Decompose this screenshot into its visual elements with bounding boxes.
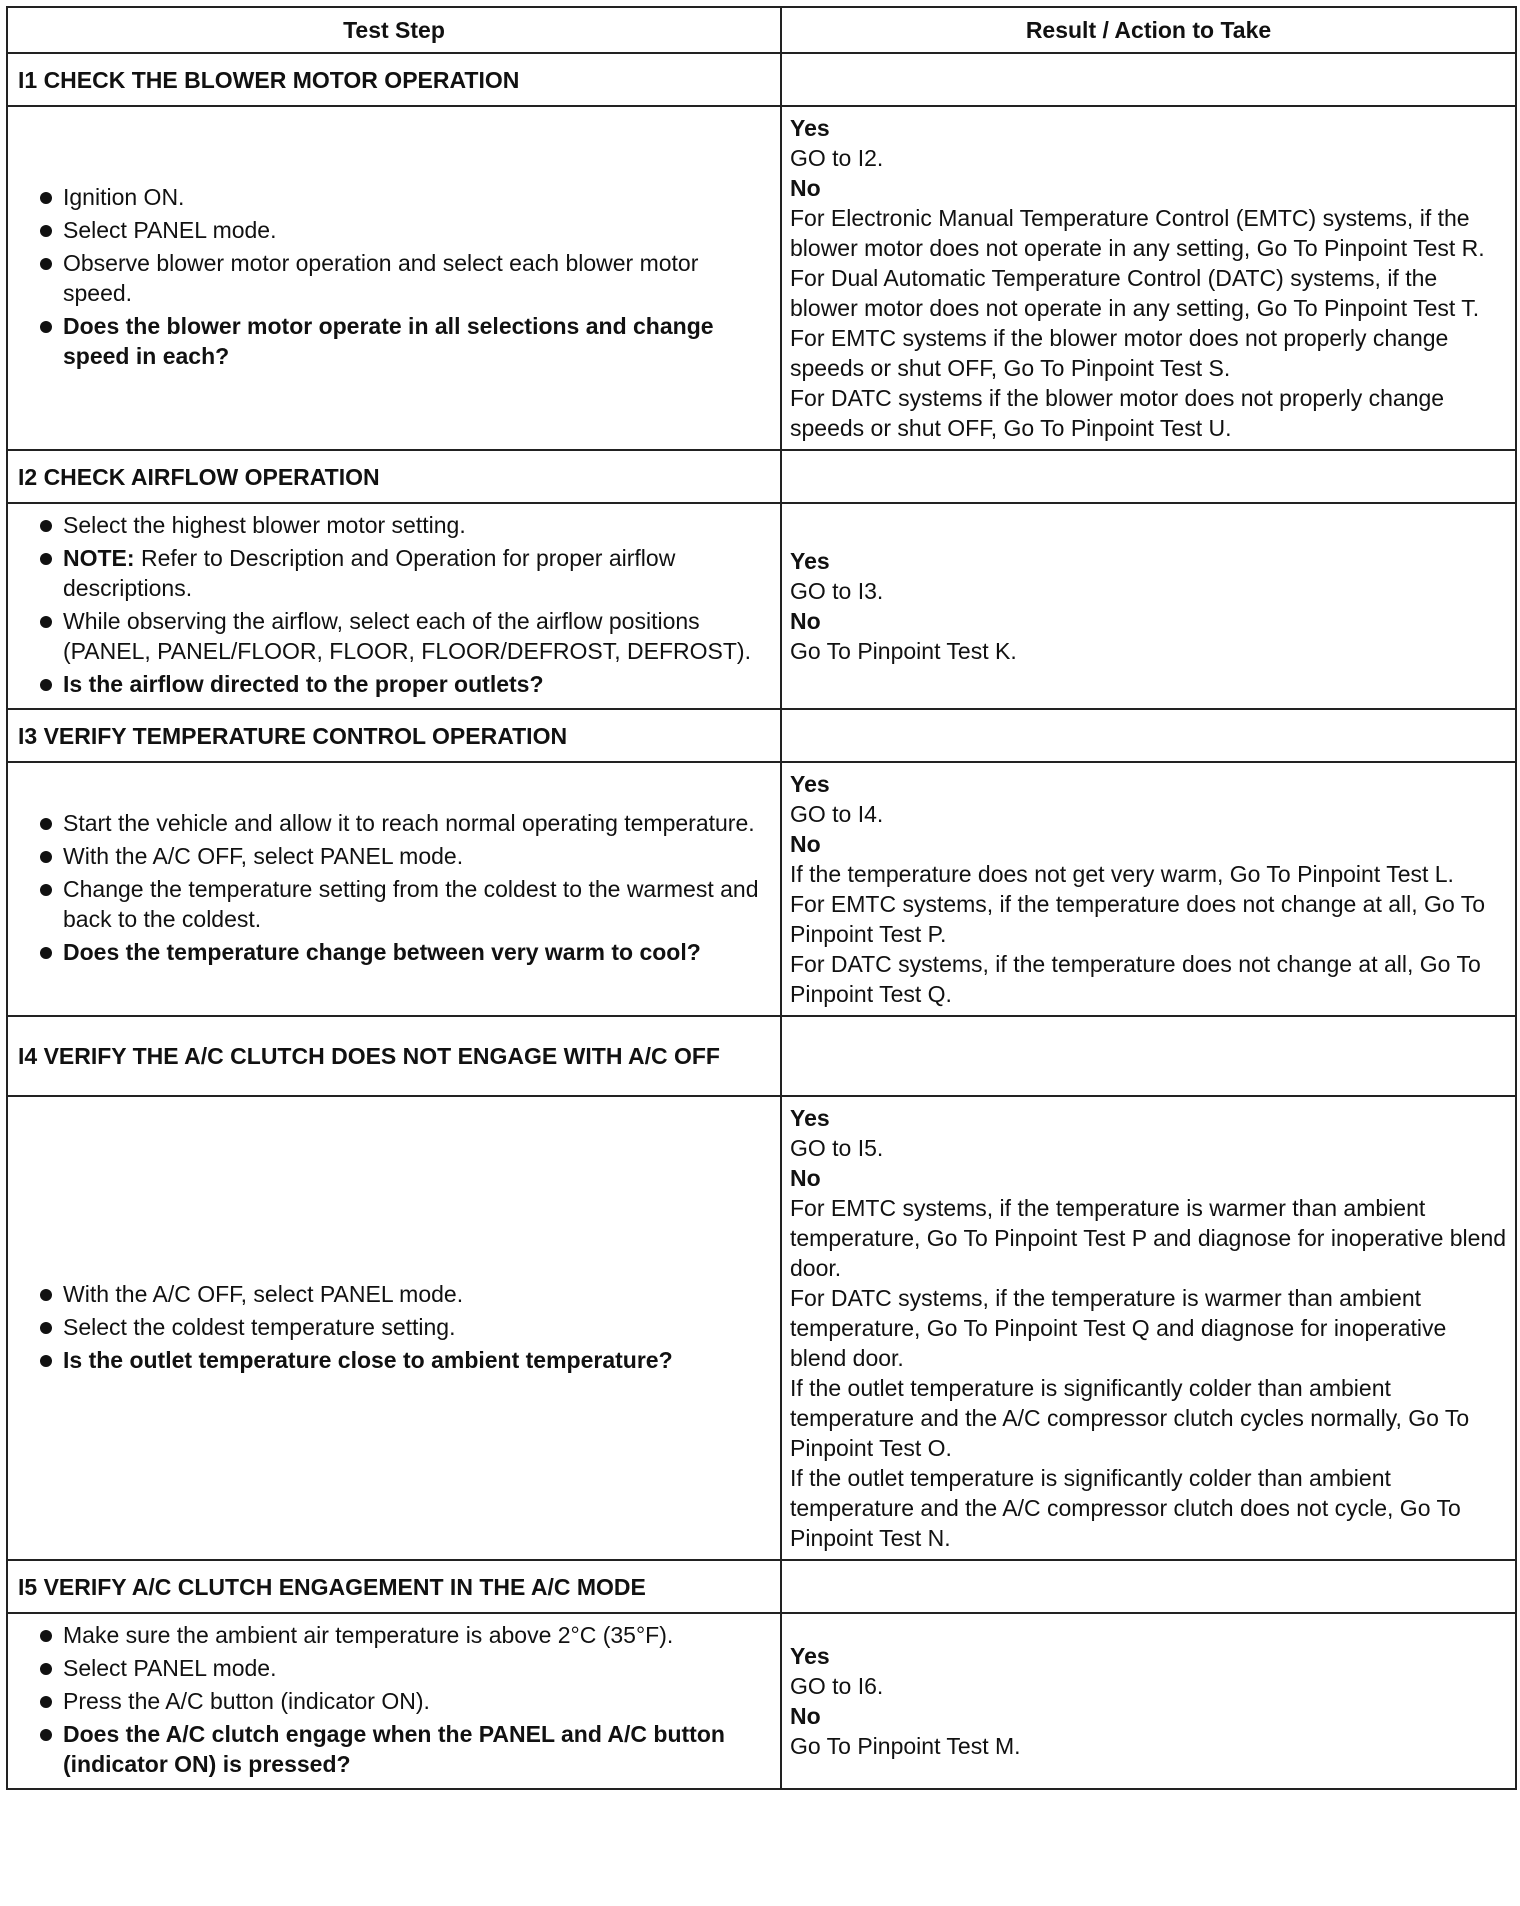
step-title: I2 CHECK AIRFLOW OPERATION <box>7 450 781 503</box>
bullet-icon <box>40 225 52 237</box>
step-instructions <box>7 106 781 450</box>
step-title-row <box>7 709 1516 762</box>
no-label: No <box>790 1165 821 1191</box>
step-title-row <box>7 1560 1516 1613</box>
question-item: Does the blower motor operate in all selections and change speed in each? <box>18 311 772 371</box>
bullet-icon <box>40 321 52 333</box>
question-item: Is the airflow directed to the proper outlets? <box>18 669 772 699</box>
step-instructions <box>7 1613 781 1789</box>
list-item: Change the temperature setting from the coldest to the warmest and back to the coldest. <box>18 874 772 934</box>
no-label: No <box>790 608 821 634</box>
bullet-icon <box>40 1630 52 1642</box>
yes-action: GO to I5. <box>790 1135 884 1161</box>
bullet-icon <box>40 1322 52 1334</box>
step-title: I1 CHECK THE BLOWER MOTOR OPERATION <box>7 53 781 106</box>
bullet-icon <box>40 553 52 565</box>
step-instructions <box>7 1096 781 1560</box>
bullet-icon <box>40 851 52 863</box>
yes-label: Yes <box>790 548 830 574</box>
step-title-row <box>7 1016 1516 1096</box>
bullet-icon <box>40 1355 52 1367</box>
bullet-icon <box>40 1696 52 1708</box>
yes-action: GO to I4. <box>790 801 884 827</box>
no-action: For EMTC systems, if the temperature does not change at all, Go To Pinpoint Test P. <box>790 891 1485 947</box>
list-item: With the A/C OFF, select PANEL mode. <box>18 841 772 871</box>
list-item: Press the A/C button (indicator ON). <box>18 1686 772 1716</box>
list-item: Select PANEL mode. <box>18 215 772 245</box>
list-item: Ignition ON. <box>18 182 772 212</box>
bullet-icon <box>40 258 52 270</box>
bullet-icon <box>40 192 52 204</box>
yes-action: GO to I6. <box>790 1673 884 1699</box>
step-result <box>781 1096 1516 1560</box>
list-item: With the A/C OFF, select PANEL mode. <box>18 1279 772 1309</box>
no-action: For DATC systems, if the temperature is warmer than ambient temperature, Go To Pinpoint Test Q and diagnose for inoperative blend door. <box>790 1285 1447 1371</box>
list-item: Select the highest blower motor setting. <box>18 510 772 540</box>
no-action: If the outlet temperature is significantly colder than ambient temperature and the A/C compressor clutch does not cycle, Go To Pinpoint Test N. <box>790 1465 1461 1551</box>
list-item: Select PANEL mode. <box>18 1653 772 1683</box>
step-result <box>781 106 1516 450</box>
step-content-row <box>7 503 1516 709</box>
note-label: NOTE: <box>63 545 135 571</box>
table-header-row <box>7 7 1516 53</box>
no-action: If the outlet temperature is significantly colder than ambient temperature and the A/C compressor clutch cycles normally, Go To Pinpoint Test O. <box>790 1375 1470 1461</box>
step-content-row <box>7 762 1516 1016</box>
no-action: For Dual Automatic Temperature Control (DATC) systems, if the blower motor does not operate in any setting, Go To Pinpoint Test T. <box>790 265 1480 321</box>
yes-label: Yes <box>790 115 830 141</box>
step-content-row <box>7 1613 1516 1789</box>
bullet-icon <box>40 947 52 959</box>
no-label: No <box>790 1703 821 1729</box>
document-page <box>6 6 1515 1790</box>
no-action: For Electronic Manual Temperature Control (EMTC) systems, if the blower motor does not operate in any setting, Go To Pinpoint Test R. <box>790 205 1485 261</box>
step-instructions <box>7 503 781 709</box>
bullet-icon <box>40 679 52 691</box>
step-title: I4 VERIFY THE A/C CLUTCH DOES NOT ENGAGE WITH A/C OFF <box>7 1016 781 1096</box>
step-title: I5 VERIFY A/C CLUTCH ENGAGEMENT IN THE A/C MODE <box>7 1560 781 1613</box>
bullet-icon <box>40 818 52 830</box>
step-title: I3 VERIFY TEMPERATURE CONTROL OPERATION <box>7 709 781 762</box>
step-title-row <box>7 450 1516 503</box>
no-action: Go To Pinpoint Test K. <box>790 638 1017 664</box>
question-item: Is the outlet temperature close to ambient temperature? <box>18 1345 772 1375</box>
list-item: Observe blower motor operation and select each blower motor speed. <box>18 248 772 308</box>
list-item: NOTE: Refer to Description and Operation for proper airflow descriptions. <box>18 543 772 603</box>
no-action: If the temperature does not get very warm, Go To Pinpoint Test L. <box>790 861 1454 887</box>
bullet-icon <box>40 1663 52 1675</box>
no-action: For DATC systems, if the temperature does not change at all, Go To Pinpoint Test Q. <box>790 951 1481 1007</box>
yes-action: GO to I2. <box>790 145 884 171</box>
no-action: For DATC systems if the blower motor does not properly change speeds or shut OFF, Go To Pinpoint Test U. <box>790 385 1445 441</box>
bullet-icon <box>40 520 52 532</box>
header-result: Result / Action to Take <box>781 7 1516 53</box>
empty-cell <box>781 1016 1516 1096</box>
step-result <box>781 762 1516 1016</box>
list-item: Start the vehicle and allow it to reach normal operating temperature. <box>18 808 772 838</box>
yes-action: GO to I3. <box>790 578 884 604</box>
step-instructions <box>7 762 781 1016</box>
yes-label: Yes <box>790 1643 830 1669</box>
no-label: No <box>790 831 821 857</box>
bullet-icon <box>40 1729 52 1741</box>
list-item: While observing the airflow, select each of the airflow positions (PANEL, PANEL/FLOOR, FLOOR, FLOOR/DEFROST, DEFROST). <box>18 606 772 666</box>
yes-label: Yes <box>790 1105 830 1131</box>
empty-cell <box>781 450 1516 503</box>
no-action: Go To Pinpoint Test M. <box>790 1733 1021 1759</box>
no-action: For EMTC systems, if the temperature is warmer than ambient temperature, Go To Pinpoint Test P and diagnose for inoperative blend door. <box>790 1195 1507 1281</box>
step-result <box>781 1613 1516 1789</box>
no-action: For EMTC systems if the blower motor does not properly change speeds or shut OFF, Go To Pinpoint Test S. <box>790 325 1449 381</box>
empty-cell <box>781 53 1516 106</box>
bullet-icon <box>40 1289 52 1301</box>
empty-cell <box>781 1560 1516 1613</box>
no-label: No <box>790 175 821 201</box>
list-item: Select the coldest temperature setting. <box>18 1312 772 1342</box>
header-test-step: Test Step <box>7 7 781 53</box>
yes-label: Yes <box>790 771 830 797</box>
question-item: Does the A/C clutch engage when the PANEL and A/C button (indicator ON) is pressed? <box>18 1719 772 1779</box>
empty-cell <box>781 709 1516 762</box>
list-item: Make sure the ambient air temperature is above 2°C (35°F). <box>18 1620 772 1650</box>
diagnostic-table <box>6 6 1517 1790</box>
step-title-row <box>7 53 1516 106</box>
bullet-icon <box>40 616 52 628</box>
step-content-row <box>7 106 1516 450</box>
step-result <box>781 503 1516 709</box>
bullet-icon <box>40 884 52 896</box>
question-item: Does the temperature change between very warm to cool? <box>18 937 772 967</box>
step-content-row <box>7 1096 1516 1560</box>
